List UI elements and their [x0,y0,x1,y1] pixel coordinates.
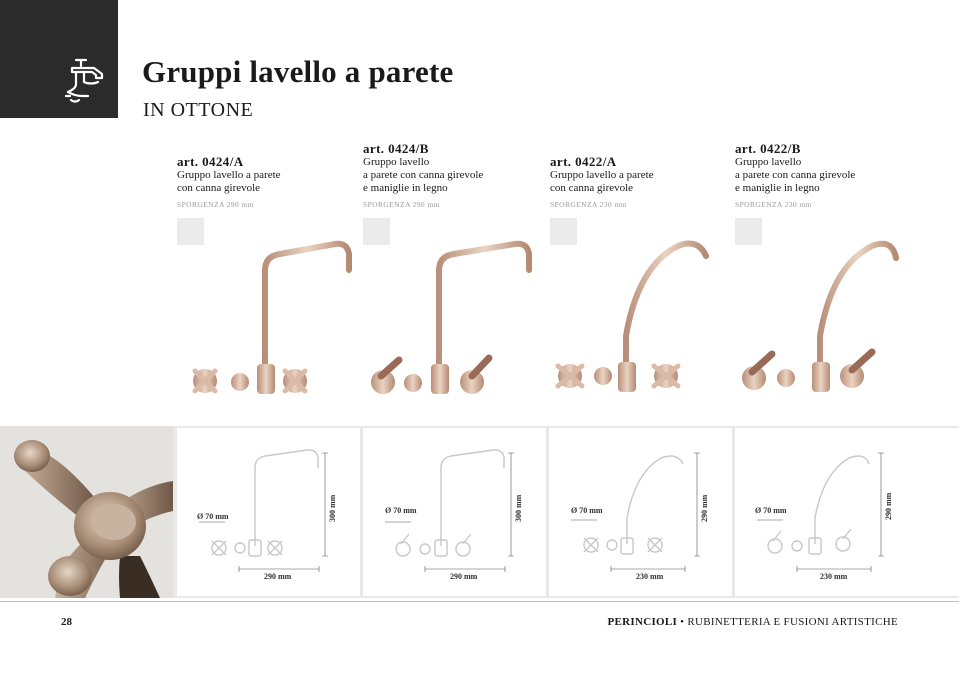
footer-brand-line [607,616,898,628]
diameter-label: Ø 70 mm [385,506,417,515]
technical-drawing-panel [177,428,360,596]
footer-separator: • [680,616,685,628]
footer-divider [0,601,959,602]
section-corner-block [0,0,118,118]
page-title: Gruppi lavello a parete [142,54,454,89]
faucet-photo [367,226,547,406]
technical-drawing-panel [549,428,732,596]
height-dimension: 290 mm [884,492,893,520]
product-code: art. 0422/B [735,141,801,156]
width-dimension: 230 mm [636,572,664,581]
faucet-logo-icon [62,56,114,108]
page-number: 28 [61,616,72,628]
product-projection: SPORGENZA 230 mm [735,200,812,209]
product-projection: SPORGENZA 230 mm [550,200,627,209]
width-dimension: 290 mm [264,572,292,581]
brand-tagline: RUBINETTERIA E FUSIONI ARTISTICHE [687,616,898,628]
product-description: Gruppo lavello a parete con canna girevole [177,169,281,194]
height-dimension: 290 mm [700,494,709,522]
height-dimension: 300 mm [514,494,523,522]
width-dimension: 230 mm [820,572,848,581]
faucet-photo [738,226,918,406]
product-description: Gruppo lavello a parete con canna girevole e maniglie in legno [735,156,856,194]
product-projection: SPORGENZA 290 mm [177,200,254,209]
width-dimension: 290 mm [450,572,478,581]
diameter-label: Ø 70 mm [197,512,229,521]
faucet-photo [548,226,728,406]
product-description: Gruppo lavello a parete con canna girevole e maniglie in legno [363,156,484,194]
faucet-photo [185,226,365,406]
product-code: art. 0424/B [363,141,429,156]
technical-drawing-panel [735,428,959,596]
diameter-label: Ø 70 mm [755,506,787,515]
product-projection: SPORGENZA 290 mm [363,200,440,209]
product-code: art. 0422/A [550,154,617,169]
handle-closeup-photo [0,426,173,598]
product-description: Gruppo lavello a parete con canna girevole [550,169,654,194]
page-subtitle: IN OTTONE [143,99,254,121]
technical-drawing-panel [363,428,546,596]
height-dimension: 300 mm [328,494,337,522]
product-code: art. 0424/A [177,154,244,169]
diameter-label: Ø 70 mm [571,506,603,515]
brand-name: PERINCIOLI [607,616,678,628]
